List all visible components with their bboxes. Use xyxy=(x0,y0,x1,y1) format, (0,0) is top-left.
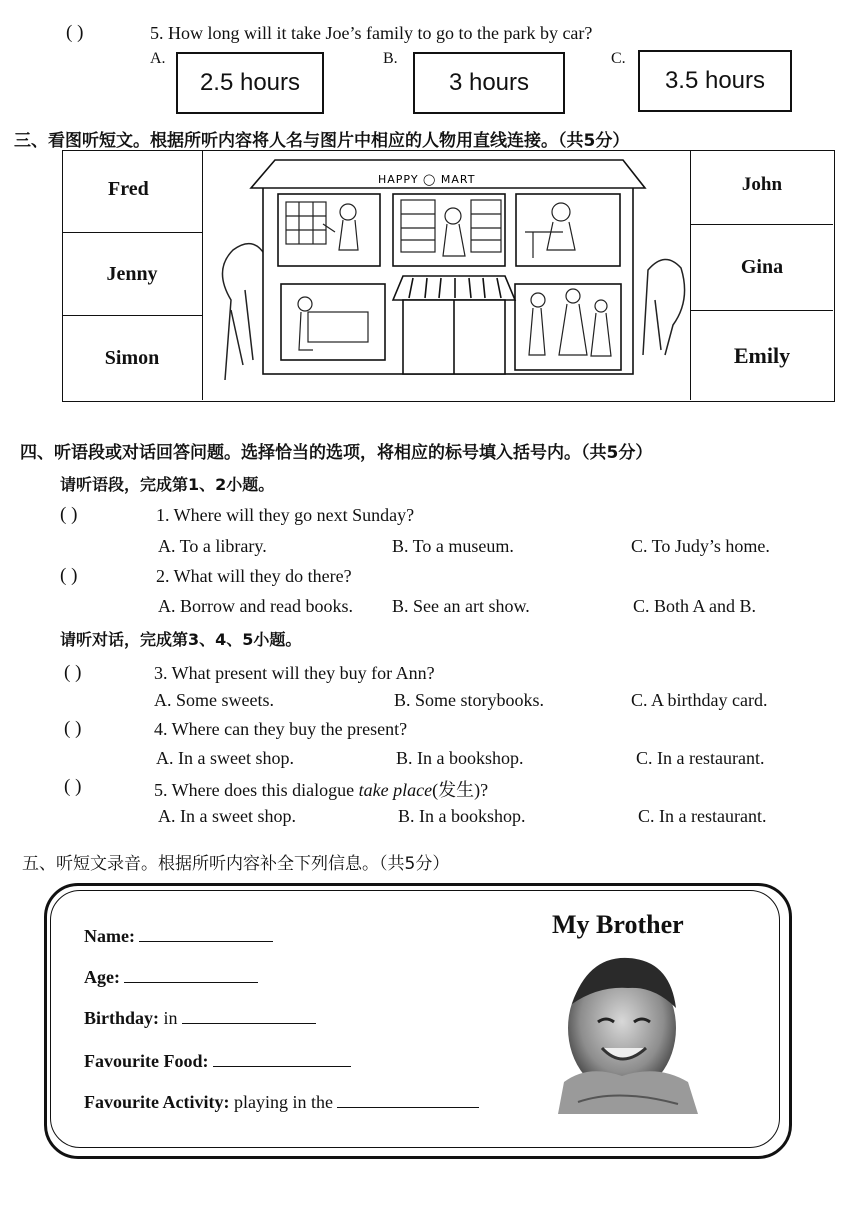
entrance-icon xyxy=(393,276,515,374)
tree-left-icon xyxy=(222,244,265,380)
brother-photo xyxy=(558,952,704,1114)
option-text-a: 2.5 hours xyxy=(199,69,301,96)
field-activity-blank[interactable] xyxy=(337,1106,479,1108)
question-q4: 4. Where can they buy the present? xyxy=(154,719,408,739)
q3-option-c: C. A birthday card. xyxy=(631,690,768,710)
field-birthday-label: Birthday: xyxy=(84,1008,160,1028)
part2-instruction: 请听对话，完成第3、4、5小题。 xyxy=(60,630,302,649)
question-q5-top: 5. How long will it take Joe’s family to go to the park by car? xyxy=(150,23,593,43)
section3-heading: 三、看图听短文。根据所听内容将人名与图片中相应的人物用直线连接。（共5分） xyxy=(14,131,630,151)
window-upper-middle xyxy=(393,194,505,266)
option-letter-a: A. xyxy=(150,50,166,67)
field-food-label: Favourite Food: xyxy=(84,1051,209,1071)
q1-option-b: B. To a museum. xyxy=(392,536,514,556)
window-upper-right xyxy=(516,194,620,266)
q4-option-b: B. In a bookshop. xyxy=(396,748,524,768)
q5-option-a: A. In a sweet shop. xyxy=(158,806,296,826)
part1-instruction: 请听语段，完成第1、2小题。 xyxy=(60,475,275,494)
field-name xyxy=(84,926,273,947)
shop-sign: HAPPY ◯ MART xyxy=(378,173,476,186)
q2-option-c: C. Both A and B. xyxy=(633,596,757,616)
q1-option-c: C. To Judy’s home. xyxy=(631,536,770,556)
brother-photo-image xyxy=(558,952,704,1114)
field-name-label: Name: xyxy=(84,926,135,946)
answer-paren-q3[interactable]: ( ) xyxy=(64,662,82,683)
option-text-c: 3.5 hours xyxy=(664,67,766,94)
name-jenny[interactable]: Jenny xyxy=(106,262,158,285)
shop-illustration xyxy=(203,150,690,400)
q3-option-a: A. Some sweets. xyxy=(154,690,274,710)
section4-heading: 四、听语段或对话回答问题。选择恰当的选项，将相应的标号填入括号内。（共5分） xyxy=(20,443,653,463)
q3-option-b: B. Some storybooks. xyxy=(394,690,545,710)
tree-right-icon xyxy=(643,259,685,355)
name-emily[interactable]: Emily xyxy=(733,342,791,368)
question-q3: 3. What present will they buy for Ann? xyxy=(154,663,435,683)
q2-option-a: A. Borrow and read books. xyxy=(158,596,353,616)
option-letter-c: C. xyxy=(611,50,626,67)
field-age-blank[interactable] xyxy=(124,981,258,983)
q5-option-b: B. In a bookshop. xyxy=(398,806,526,826)
field-name-blank[interactable] xyxy=(139,940,273,942)
question-q5-gloss: (发生)? xyxy=(432,780,489,800)
field-activity-label: Favourite Activity: xyxy=(84,1092,230,1112)
field-favourite-food xyxy=(84,1051,351,1072)
field-activity-prefix: playing in the xyxy=(233,1092,333,1112)
q5-option-c: C. In a restaurant. xyxy=(638,806,767,826)
option-text-b: 3 hours xyxy=(448,69,530,96)
name-john[interactable]: John xyxy=(741,174,783,195)
q4-option-a: A. In a sweet shop. xyxy=(156,748,294,768)
answer-paren-q2[interactable]: ( ) xyxy=(60,565,78,586)
section5-heading: 五、听短文录音。根据所听内容补全下列信息。（共5分） xyxy=(22,854,450,874)
q2-option-b: B. See an art show. xyxy=(392,596,530,616)
field-birthday-prefix: in xyxy=(163,1008,178,1028)
answer-paren-q5[interactable]: ( ) xyxy=(64,776,82,797)
answer-paren-q4[interactable]: ( ) xyxy=(64,718,82,739)
name-simon[interactable]: Simon xyxy=(104,346,160,369)
q1-option-a: A. To a library. xyxy=(158,536,267,556)
name-gina[interactable]: Gina xyxy=(740,256,784,278)
window-lower-left xyxy=(281,284,385,360)
card-title: My Brother xyxy=(552,910,684,939)
answer-paren-q5-top[interactable]: ( ) xyxy=(66,22,84,43)
question-q5-emphasis: take place xyxy=(358,780,433,800)
question-q5-text: 5. Where does this dialogue xyxy=(154,780,359,800)
option-box-a[interactable] xyxy=(176,52,324,114)
question-q5 xyxy=(154,776,488,802)
name-fred[interactable]: Fred xyxy=(108,178,149,200)
field-food-blank[interactable] xyxy=(213,1065,351,1067)
question-q2: 2. What will they do there? xyxy=(156,566,352,586)
answer-paren-q1[interactable]: ( ) xyxy=(60,504,78,525)
question-q1: 1. Where will they go next Sunday? xyxy=(156,505,415,525)
field-favourite-activity xyxy=(84,1092,479,1113)
option-box-b[interactable] xyxy=(413,52,565,114)
field-birthday-blank[interactable] xyxy=(182,1022,316,1024)
field-age-label: Age: xyxy=(84,967,120,987)
option-letter-b: B. xyxy=(383,50,398,67)
field-birthday xyxy=(84,1008,316,1029)
option-box-c[interactable] xyxy=(638,50,792,112)
q4-option-c: C. In a restaurant. xyxy=(636,748,765,768)
field-age xyxy=(84,967,258,988)
